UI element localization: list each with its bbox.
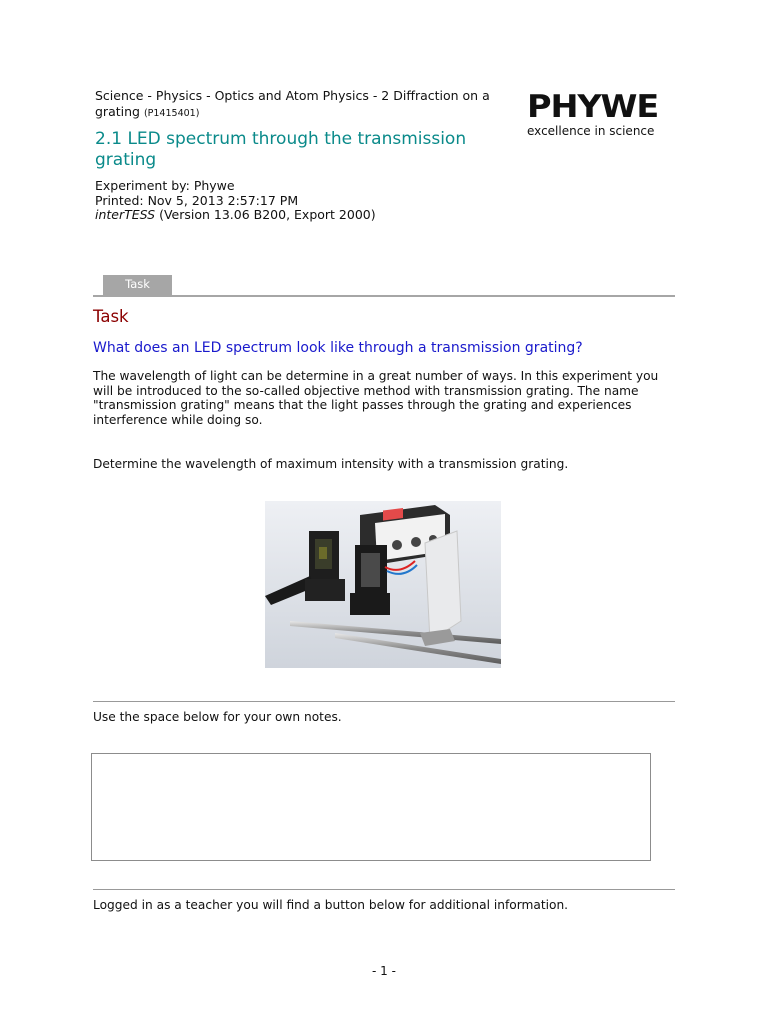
task-question: What does an LED spectrum look like through a transmission grating? <box>93 340 583 356</box>
footer-divider <box>93 889 675 890</box>
page-number: - 1 - <box>372 964 396 978</box>
software-version <box>95 208 376 223</box>
experiment-by <box>95 179 376 194</box>
notes-area[interactable] <box>91 753 651 861</box>
logo-word: PHYWE <box>527 89 659 125</box>
experiment-by-value: Phywe <box>193 178 235 193</box>
instruction-paragraph: Determine the wavelength of maximum intensity with a transmission grating. <box>93 457 569 471</box>
breadcrumb <box>95 88 505 122</box>
experiment-meta <box>95 179 376 223</box>
version-text: (Version 13.06 B200, Export 2000) <box>159 207 376 222</box>
tab-task[interactable]: Task <box>103 275 172 295</box>
experiment-setup-photo <box>265 501 501 668</box>
phywe-logo <box>527 89 677 138</box>
teacher-note: Logged in as a teacher you will find a button below for additional information. <box>93 898 569 912</box>
breadcrumb-text: Science - Physics - Optics and Atom Physics - 2 Diffraction on a grating <box>95 88 490 119</box>
product-code: (P1415401) <box>143 108 200 119</box>
software-name: interTESS <box>95 207 156 222</box>
logo-tagline: excellence in science <box>527 124 655 138</box>
task-heading: Task <box>93 307 129 326</box>
page-title: 2.1 LED spectrum through the transmission grating <box>95 129 467 170</box>
intro-paragraph: The wavelength of light can be determine in a great number of ways. In this experiment you will be introduced to the so-called objective method with transmission grating. The name "transmission grating" means that the light passes through the grating and experiences interference while doing so. <box>93 369 659 427</box>
printed-date: Printed: Nov 5, 2013 2:57:17 PM <box>95 192 299 208</box>
tab-divider <box>93 295 675 297</box>
setup-illustration <box>265 501 501 668</box>
experiment-by-label: Experiment by: <box>95 178 190 193</box>
notes-label: Use the space below for your own notes. <box>93 710 342 724</box>
notes-divider <box>93 701 675 702</box>
